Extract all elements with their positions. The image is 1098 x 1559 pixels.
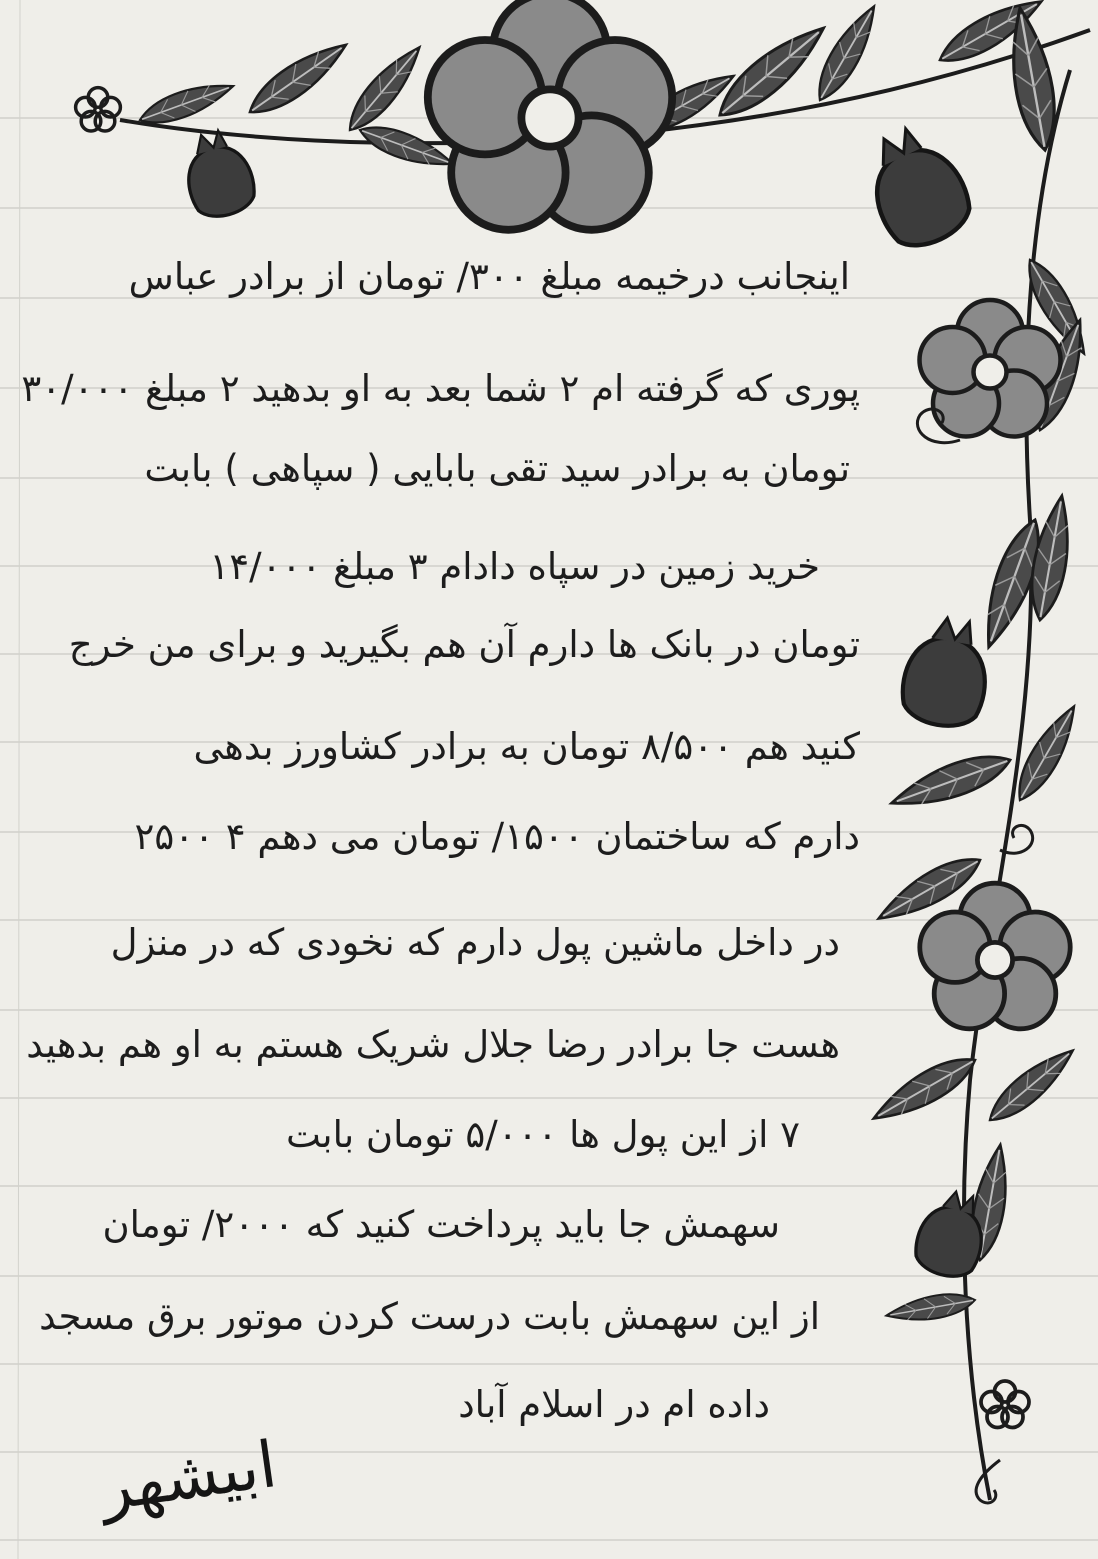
text-line-11: سهمش جا باید پرداخت کنید که ۲۰۰۰/ تومان — [102, 1203, 780, 1246]
text-line-9: هست جا برادر رضا جلال شریک هستم به او هم بدهید — [26, 1023, 840, 1066]
text-line-5: تومان در بانک ها دارم آن هم بگیرید و برای من خرج — [68, 623, 860, 666]
text-line-4: خرید زمین در سپاه دادام ۳ مبلغ ۱۴/۰۰۰ — [209, 545, 820, 588]
text-line-12: از این سهمش بابت درست کردن موتور برق مسجد — [39, 1295, 820, 1338]
text-line-8: در داخل ماشین پول دارم که نخودی که در منزل — [110, 921, 840, 964]
text-line-13: داده ام در اسلام آباد — [458, 1383, 770, 1426]
text-line-2: پوری که گرفته ام ۲ شما بعد به او بدهید ۲ مبلغ ۳۰/۰۰۰ — [21, 367, 860, 410]
text-line-6: کنید هم ۸/۵۰۰ تومان به برادر کشاورز بدهی — [193, 725, 860, 768]
text-line-7: دارم که ساختمان ۱۵۰۰/ تومان می دهم ۴ ۲۵۰۰ — [134, 815, 860, 858]
text-line-1: اینجانب درخیمه مبلغ ۳۰۰/ تومان از برادر عباس — [128, 255, 850, 298]
text-line-3: تومان به برادر سید تقی بابایی ( سپاهی ) بابت — [144, 447, 850, 490]
text-line-10: ۷ از این پول ها ۵/۰۰۰ تومان بابت — [285, 1113, 800, 1156]
signature: ابیشهر — [95, 1428, 282, 1526]
